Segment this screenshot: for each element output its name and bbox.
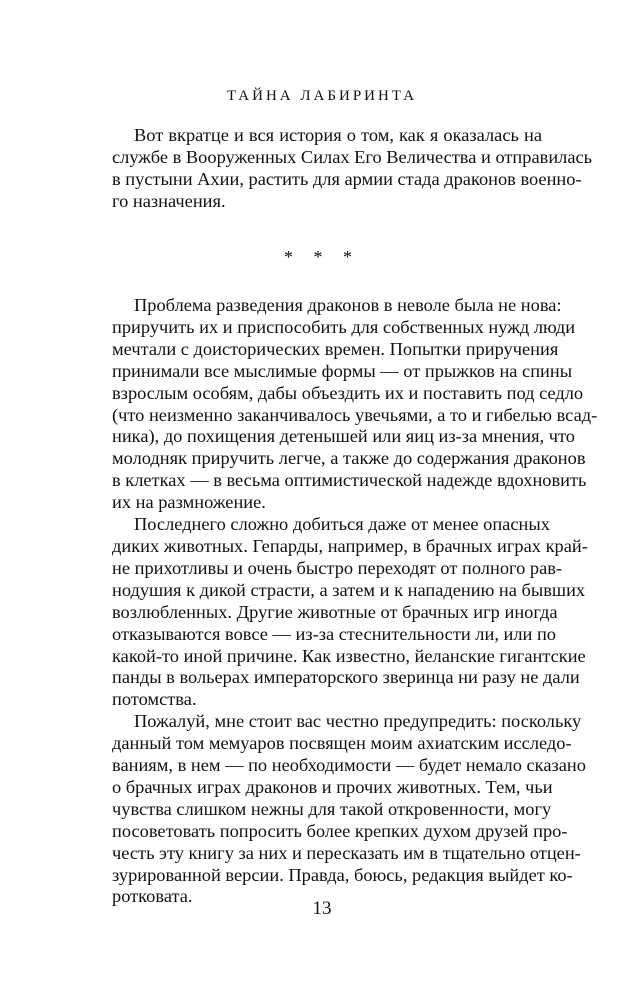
text-line: мечтали с доисторических времен. Попытки приручения	[112, 338, 559, 359]
main-text	[112, 295, 598, 908]
text-line: данный том мемуаров посвящен моим ахиатским исследо-	[112, 733, 572, 754]
text-line: приручить их и приспособить для собственных нужд люди	[112, 316, 576, 337]
paragraph	[112, 711, 586, 908]
text-line: Проблема разведения драконов в неволе была не нова:	[134, 295, 562, 315]
intro-paragraph	[112, 125, 593, 213]
text-line: в клетках — в весьма оптимистической надежде вдохновить	[112, 470, 587, 491]
text-line: посоветовать попросить более крепких духом друзей про-	[112, 820, 568, 841]
text-line: службе в Вооруженных Силах Его Величества и отправилась	[112, 146, 593, 167]
text-line: панды в вольерах императорского зверинца ни разу не дали	[112, 667, 580, 688]
section-separator: * * *	[284, 247, 360, 267]
text-line: отказываются вовсе — из-за стеснительности ли, или по	[112, 623, 557, 644]
paragraph	[112, 514, 588, 711]
text-line: ника), до похищения детенышей или яиц из-за мнения, что	[112, 426, 576, 447]
text-line: возлюбленных. Другие животные от брачных игр иногда	[112, 601, 558, 622]
text-line: потомства.	[112, 689, 197, 710]
page-number: 13	[312, 898, 332, 919]
text-line: молодняк приручить легче, а также до содержания драконов	[112, 448, 586, 469]
text-line: чувства слишком нежны для такой откровенности, могу	[112, 798, 552, 819]
text-line: диких животных. Гепарды, например, в брачных играх край-	[112, 535, 588, 556]
text-line: ротковата.	[112, 886, 193, 907]
text-line: нодушия к дикой страсти, а затем и к нападению на бывших	[112, 579, 586, 600]
text-line: взрослым особям, дабы объездить их и поставить под седло	[112, 382, 584, 403]
text-line: не прихотливы и очень быстро переходят от полного рав-	[112, 557, 563, 578]
text-line: го назначения.	[112, 190, 226, 211]
text-line: их на размножение.	[112, 492, 266, 513]
paragraph	[112, 295, 598, 514]
text-line: ваниям, в нем — по необходимости — будет немало сказано	[112, 755, 586, 776]
running-head: ТАЙНА ЛАБИРИНТА	[226, 88, 418, 104]
text-line: о брачных играх драконов и прочих животных. Тем, чьи	[112, 776, 553, 797]
text-line: принимали все мыслимые формы — от прыжков на спины	[112, 360, 573, 381]
text-line: (что неизменно заканчивалось увечьями, а то и гибелью всад-	[112, 404, 598, 425]
text-line: Пожалуй, мне стоит вас честно предупредить: поскольку	[134, 711, 582, 732]
text-line: Последнего сложно добиться даже от менее опасных	[134, 514, 550, 535]
text-line: Вот вкратце и вся история о том, как я оказалась на	[134, 125, 542, 145]
text-line: какой-то иной причине. Как известно, йеланские гигантские	[112, 645, 586, 666]
text-line: в пустыни Ахии, растить для армии стада драконов военно-	[112, 168, 582, 189]
text-line: зурированной версии. Правда, боюсь, редакция выйдет ко-	[112, 864, 573, 885]
text-line: честь эту книгу за них и пересказать им в тщательно отцен-	[112, 842, 581, 863]
